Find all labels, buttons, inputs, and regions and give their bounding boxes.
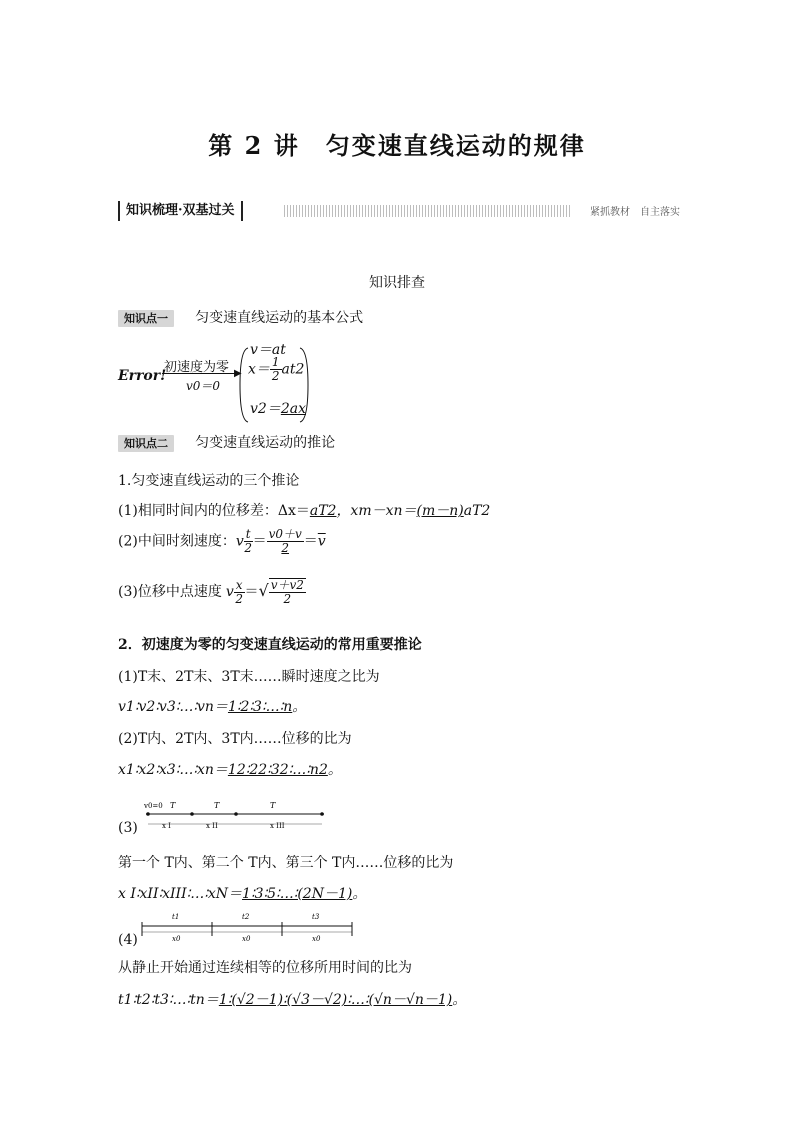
item1-mid: ，xm－xn＝ xyxy=(336,503,417,519)
formula2-frac xyxy=(270,356,282,383)
item1 xyxy=(118,500,490,520)
r1-lhs: v1∶v2∶v3∶…∶vn＝ xyxy=(118,699,228,715)
r2-end: 。 xyxy=(327,762,342,778)
arrow-head: ▶ xyxy=(234,368,242,379)
item2-vbar: $\overline{v}$ xyxy=(317,533,326,550)
r3-formula xyxy=(118,883,366,903)
section-heading: 知识排查 xyxy=(369,275,425,291)
item2-eq: ＝ xyxy=(252,533,267,550)
formula3-row xyxy=(250,398,306,418)
d3-dot-0 xyxy=(146,812,150,816)
d3-t2: T xyxy=(214,801,220,810)
formula2-den: 2 xyxy=(271,369,280,383)
error-label: Error! xyxy=(118,368,167,384)
section-band xyxy=(118,201,680,221)
formula1: v＝at xyxy=(250,342,286,358)
d3-x2: x II xyxy=(206,822,218,830)
item2-eq2: ＝ xyxy=(303,533,318,550)
item2 xyxy=(118,528,326,555)
diagram4 xyxy=(138,910,356,944)
d3-v0: v0=0 xyxy=(144,802,163,810)
d3-dot-3 xyxy=(320,812,324,816)
item2-frac xyxy=(267,528,304,555)
r3-answer: 1∶3∶5∶…∶(2N－1) xyxy=(242,886,353,902)
s1-heading: 1.匀变速直线运动的三个推论 xyxy=(118,473,300,489)
diagram3 xyxy=(140,798,330,834)
band-tag: 紧抓教材 自主落实 xyxy=(590,207,680,218)
item3-sub-num: x xyxy=(235,577,243,592)
d3-t1: T xyxy=(170,801,176,810)
item2-prefix: (2)中间时刻速度： xyxy=(118,533,236,550)
d4-x2: x0 xyxy=(242,935,251,943)
r1-end: 。 xyxy=(292,699,307,715)
r2-formula xyxy=(118,759,342,779)
item2-num: v0＋v xyxy=(268,527,302,541)
item2-sub-num: t xyxy=(245,527,251,541)
kp1-row xyxy=(118,307,363,327)
item1-tail: aT2 xyxy=(463,503,491,519)
kp2-row xyxy=(118,432,335,452)
d4-t1: t1 xyxy=(172,913,180,921)
r2-answer: 12∶22∶32∶…∶n2 xyxy=(227,762,328,778)
formula3-lhs: v2＝ xyxy=(250,401,281,417)
item3-num: v＋v2 xyxy=(270,578,304,592)
r1-answer: 1∶2∶3∶…∶n xyxy=(227,699,293,715)
r1-formula xyxy=(118,696,306,716)
item3-den: 2 xyxy=(283,592,292,606)
r2-text: (2)T内、2T内、3T内……位移的比为 xyxy=(118,731,352,747)
formula2-row xyxy=(248,356,304,383)
item3-sub xyxy=(234,579,245,606)
d4-x1: x0 xyxy=(172,935,181,943)
s2-heading: 2．初速度为零的匀变速直线运动的常用重要推论 xyxy=(118,637,422,653)
r1-text: (1)T末、2T末、3T末……瞬时速度之比为 xyxy=(118,669,380,685)
d3-t3: T xyxy=(270,801,276,810)
r4-label: (4) xyxy=(118,932,138,948)
item1-prefix: (1)相同时间内的位移差：Δx＝ xyxy=(118,503,310,519)
r2-lhs: x1∶x2∶x3∶…∶xn＝ xyxy=(118,762,228,778)
sqrt-sign: √ xyxy=(258,581,269,600)
d4-x3: x0 xyxy=(312,935,321,943)
kp2-badge: 知识点二 xyxy=(118,435,174,452)
band-hatch xyxy=(284,205,570,217)
item2-den: 2 xyxy=(281,541,290,555)
r3-end: 。 xyxy=(352,886,367,902)
condition-arrow xyxy=(162,373,240,374)
d4-t2: t2 xyxy=(242,913,250,921)
condition-top: 初速度为零 xyxy=(164,360,230,375)
d3-x1: x I xyxy=(162,822,171,830)
d3-dot-1 xyxy=(190,812,194,816)
formula3-answer: 2ax xyxy=(280,401,306,417)
item3-eq: ＝ xyxy=(244,584,259,600)
formula2-num: 1 xyxy=(271,355,280,369)
r4-text: 从静止开始通过连续相等的位移所用时间的比为 xyxy=(118,960,412,976)
r4-formula xyxy=(118,989,466,1009)
item2-sub-den: 2 xyxy=(244,541,252,555)
band-label: 知识梳理·双基过关 xyxy=(118,201,243,221)
d3-x3: x III xyxy=(270,822,285,830)
page-title: 第 2 讲 匀变速直线运动的规律 xyxy=(208,131,586,160)
d4-t3: t3 xyxy=(312,913,320,921)
formula2-rhs: at2 xyxy=(281,361,305,378)
condition-bottom: v0＝0 xyxy=(186,379,221,393)
formula2-lhs: x＝ xyxy=(248,361,270,378)
item2-sub xyxy=(244,528,253,555)
r4-end: 。 xyxy=(452,992,467,1008)
item2-v: v xyxy=(235,533,244,550)
kp1-badge: 知识点一 xyxy=(118,310,174,327)
left-paren xyxy=(240,348,248,422)
d3-dot-2 xyxy=(234,812,238,816)
r4-lhs: t1∶t2∶t3∶…∶tn＝ xyxy=(118,992,219,1008)
r3-label: (3) xyxy=(118,820,138,836)
kp2-title: 匀变速直线运动的推论 xyxy=(195,435,336,451)
r3-text: 第一个 T内、第二个 T内、第三个 T内……位移的比为 xyxy=(118,855,454,871)
item1-answer2: (m－n) xyxy=(416,503,464,519)
item3-sub-den: 2 xyxy=(235,591,243,606)
item1-answer1: aT2 xyxy=(309,503,337,519)
r3-lhs: x I∶xII∶xIII∶…∶xN＝ xyxy=(118,886,243,902)
kp1-title: 匀变速直线运动的基本公式 xyxy=(195,310,364,326)
item3-frac xyxy=(269,578,306,606)
item3 xyxy=(118,578,306,606)
r4-answer: 1∶(√2－1)∶(√3－√2)∶…∶(√n－√n－1) xyxy=(218,992,453,1008)
item3-prefix: (3)位移中点速度 xyxy=(118,584,222,600)
item3-v: v xyxy=(225,584,234,600)
